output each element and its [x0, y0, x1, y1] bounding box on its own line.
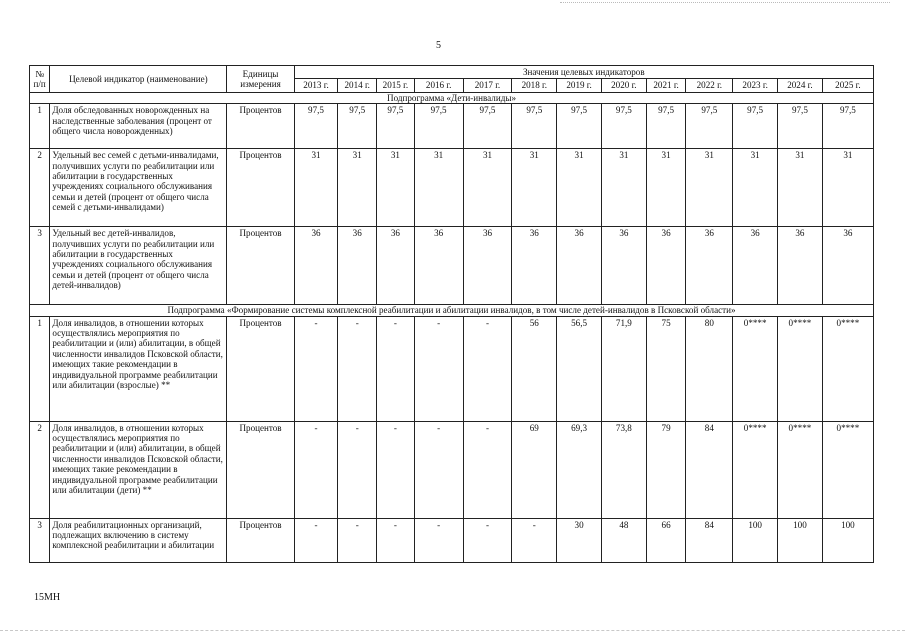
header-year: 2014 г.: [338, 79, 377, 92]
indicator-name: Доля реабилитационных организаций, подлежащих включению в систему комплексной реабилитации и абилитации: [50, 518, 227, 562]
value-cell: 73,8: [601, 421, 646, 518]
value-cell: -: [294, 316, 338, 421]
table-row: [30, 227, 874, 305]
value-cell: 31: [512, 149, 557, 227]
indicator-name: Доля инвалидов, в отношении которых осуществлялись мероприятия по реабилитации и (или) абилитации, в общей численности инвалидов Псковской области, имеющих такие рекомендации в индивидуальной программе реабилитации или абилитации (дети) **: [50, 421, 227, 518]
value-cell: 36: [778, 227, 823, 305]
value-cell: 97,5: [338, 104, 377, 149]
value-cell: 36: [377, 227, 415, 305]
value-cell: -: [512, 518, 557, 562]
value-cell: 97,5: [414, 104, 463, 149]
value-cell: -: [377, 421, 415, 518]
value-cell: 31: [733, 149, 778, 227]
row-number: 3: [30, 518, 50, 562]
value-cell: 75: [646, 316, 686, 421]
row-number: 1: [30, 316, 50, 421]
value-cell: 31: [414, 149, 463, 227]
value-cell: -: [463, 518, 512, 562]
header-number: № п/п: [30, 66, 50, 93]
unit-cell: Процентов: [227, 421, 294, 518]
table-row: [30, 421, 874, 518]
value-cell: 0****: [778, 316, 823, 421]
value-cell: 36: [557, 227, 602, 305]
header-year: 2024 г.: [778, 79, 823, 92]
value-cell: 48: [601, 518, 646, 562]
value-cell: 84: [686, 518, 733, 562]
value-cell: 97,5: [512, 104, 557, 149]
scan-edge-top: [560, 2, 890, 3]
value-cell: 0****: [733, 316, 778, 421]
value-cell: 69: [512, 421, 557, 518]
value-cell: 79: [646, 421, 686, 518]
unit-cell: Процентов: [227, 149, 294, 227]
value-cell: -: [414, 518, 463, 562]
unit-cell: Процентов: [227, 104, 294, 149]
value-cell: -: [414, 421, 463, 518]
value-cell: 30: [557, 518, 602, 562]
value-cell: 36: [463, 227, 512, 305]
indicator-name: Удельный вес семей с детьми-инвалидами, получивших услуги по реабилитации или абилитации в государственных учреждениях социального обслуживания семьи и детей (процент от общего числа семей с детьми-инвалидами): [50, 149, 227, 227]
table-row: [30, 104, 874, 149]
value-cell: 31: [601, 149, 646, 227]
indicator-name: Удельный вес детей-инвалидов, получивших услуги по реабилитации или абилитации в государственных учреждениях социального обслуживания семьи и детей (процент от общего числа детей-инвалидов): [50, 227, 227, 305]
unit-cell: Процентов: [227, 316, 294, 421]
subprogram-title: Подпрограмма «Дети-инвалиды»: [30, 92, 874, 103]
value-cell: 31: [294, 149, 338, 227]
table-row: [30, 149, 874, 227]
header-year: 2022 г.: [686, 79, 733, 92]
value-cell: 0****: [778, 421, 823, 518]
value-cell: 31: [463, 149, 512, 227]
subprogram-title-row: [30, 92, 874, 103]
value-cell: -: [414, 316, 463, 421]
value-cell: -: [294, 421, 338, 518]
target-indicators-table: [29, 65, 874, 563]
value-cell: -: [294, 518, 338, 562]
value-cell: -: [377, 316, 415, 421]
value-cell: 80: [686, 316, 733, 421]
value-cell: 31: [377, 149, 415, 227]
row-number: 2: [30, 149, 50, 227]
value-cell: -: [463, 316, 512, 421]
value-cell: 31: [822, 149, 873, 227]
header-units: Единицы измерения: [227, 66, 294, 93]
indicator-name: Доля инвалидов, в отношении которых осуществлялись мероприятия по реабилитации и (или) абилитации, в общей численности инвалидов Псковской области, имеющих такие рекомендации в индивидуальной программе реабилитации или абилитации (взрослые) **: [50, 316, 227, 421]
value-cell: 100: [733, 518, 778, 562]
header-year: 2015 г.: [377, 79, 415, 92]
indicator-name: Доля обследованных новорожденных на наследственные заболевания (процент от общего числа новорожденных): [50, 104, 227, 149]
value-cell: 97,5: [778, 104, 823, 149]
value-cell: 97,5: [294, 104, 338, 149]
value-cell: 36: [338, 227, 377, 305]
value-cell: 100: [822, 518, 873, 562]
value-cell: 97,5: [463, 104, 512, 149]
value-cell: 97,5: [557, 104, 602, 149]
value-cell: 36: [733, 227, 778, 305]
value-cell: 71,9: [601, 316, 646, 421]
value-cell: 36: [294, 227, 338, 305]
value-cell: 69,3: [557, 421, 602, 518]
value-cell: 84: [686, 421, 733, 518]
value-cell: 36: [414, 227, 463, 305]
header-row-main: [30, 66, 874, 79]
header-year: 2013 г.: [294, 79, 338, 92]
value-cell: -: [377, 518, 415, 562]
unit-cell: Процентов: [227, 227, 294, 305]
value-cell: 36: [822, 227, 873, 305]
page-number: 5: [436, 40, 441, 51]
value-cell: 97,5: [646, 104, 686, 149]
value-cell: 31: [778, 149, 823, 227]
header-year: 2020 г.: [601, 79, 646, 92]
value-cell: 36: [646, 227, 686, 305]
header-year: 2023 г.: [733, 79, 778, 92]
value-cell: 0****: [822, 316, 873, 421]
value-cell: -: [463, 421, 512, 518]
value-cell: 31: [557, 149, 602, 227]
value-cell: 31: [686, 149, 733, 227]
header-indicator: Целевой индикатор (наименование): [50, 66, 227, 93]
header-year: 2017 г.: [463, 79, 512, 92]
row-number: 2: [30, 421, 50, 518]
subprogram-title: Подпрограмма «Формирование системы комплексной реабилитации и абилитации инвалидов, в том числе детей-инвалидов в Псковской области»: [30, 305, 874, 316]
value-cell: 0****: [822, 421, 873, 518]
value-cell: 36: [686, 227, 733, 305]
header-year: 2018 г.: [512, 79, 557, 92]
header-year: 2019 г.: [557, 79, 602, 92]
value-cell: 97,5: [686, 104, 733, 149]
value-cell: 31: [338, 149, 377, 227]
subprogram-title-row: [30, 305, 874, 316]
value-cell: 56: [512, 316, 557, 421]
value-cell: -: [338, 316, 377, 421]
header-values-group: Значения целевых индикаторов: [294, 66, 873, 79]
value-cell: -: [338, 421, 377, 518]
table-row: [30, 316, 874, 421]
value-cell: 66: [646, 518, 686, 562]
unit-cell: Процентов: [227, 518, 294, 562]
value-cell: 56,5: [557, 316, 602, 421]
scan-edge-bottom: [0, 630, 905, 631]
table-row: [30, 518, 874, 562]
row-number: 3: [30, 227, 50, 305]
value-cell: 31: [646, 149, 686, 227]
value-cell: 100: [778, 518, 823, 562]
value-cell: 97,5: [822, 104, 873, 149]
header-year: 2025 г.: [822, 79, 873, 92]
value-cell: 97,5: [733, 104, 778, 149]
row-number: 1: [30, 104, 50, 149]
value-cell: 36: [512, 227, 557, 305]
value-cell: 97,5: [377, 104, 415, 149]
header-year: 2021 г.: [646, 79, 686, 92]
footer-code: 15MH: [34, 592, 61, 603]
value-cell: 36: [601, 227, 646, 305]
value-cell: 97,5: [601, 104, 646, 149]
header-year: 2016 г.: [414, 79, 463, 92]
value-cell: 0****: [733, 421, 778, 518]
value-cell: -: [338, 518, 377, 562]
